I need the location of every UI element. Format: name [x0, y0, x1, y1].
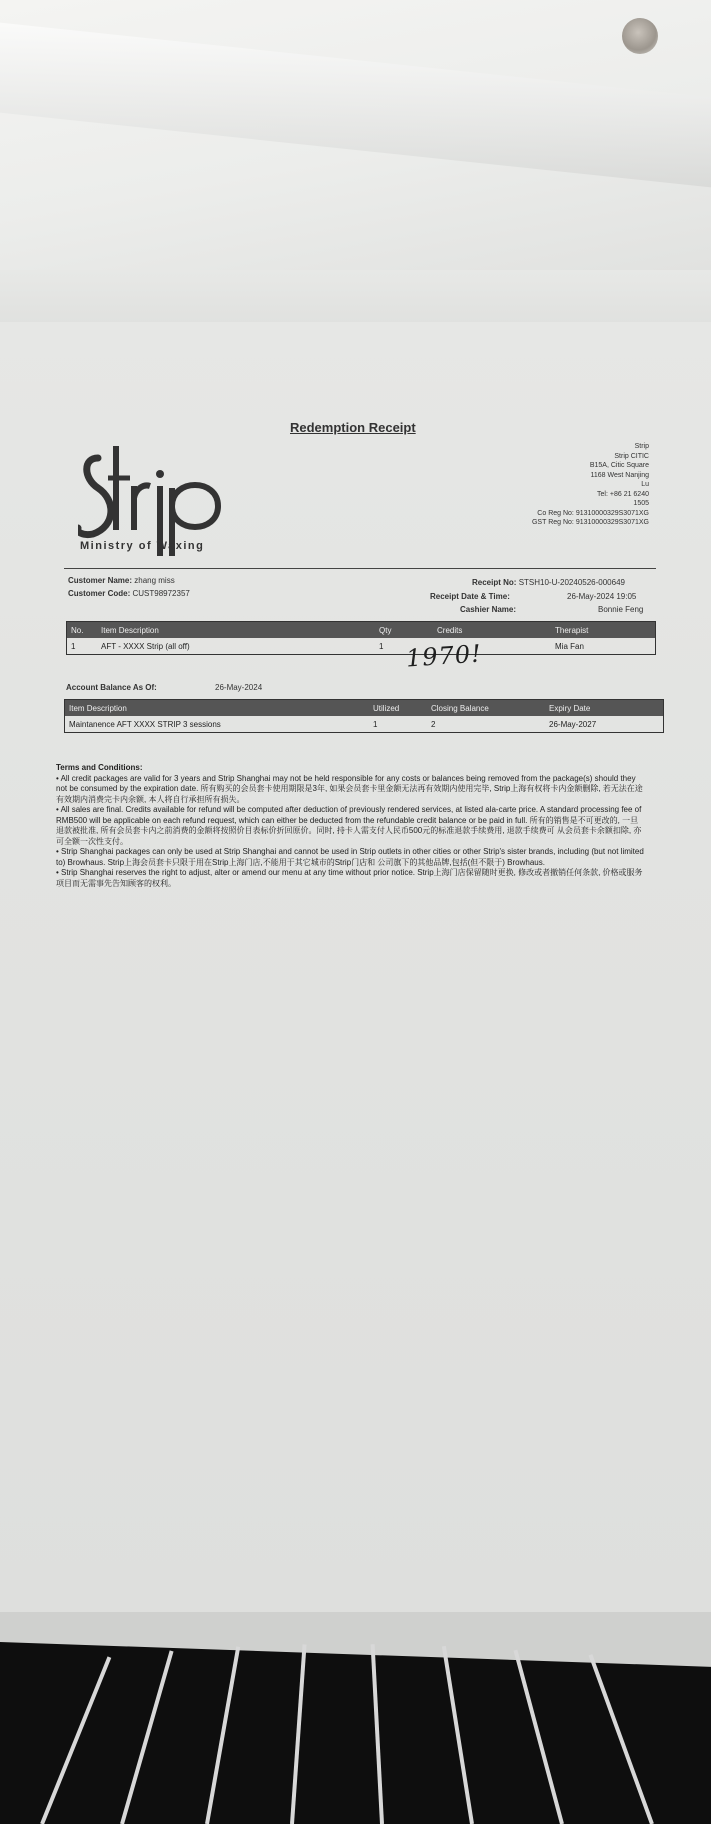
logo-tagline: Ministry of Waxing [80, 540, 205, 552]
stripe [290, 1644, 307, 1824]
receipt-date-row [430, 592, 510, 601]
receipt-no-label: Receipt No: [472, 578, 517, 587]
col-therapist: Therapist [551, 622, 656, 639]
handwritten-note: 1970! [405, 639, 483, 673]
table-row [67, 638, 656, 655]
receipt-no-row [472, 578, 625, 587]
items-table [66, 621, 656, 655]
store-line: Co Reg No: 91310000329S3071XG [537, 509, 649, 517]
balance-description: Maintanence AFT XXXX STRIP 3 sessions [69, 719, 221, 729]
item-description: AFT - XXXX Strip (all off) [101, 641, 190, 651]
terms-item: • Strip Shanghai packages can only be used at Strip Shanghai and cannot be used in Strip outlets in other cities or other Strip's sister brands, including (but not limited to) Browhaus. Strip上海会员套卡只限于用在Strip上海门店,不能用于其它城市的Strip门店和 公司旗下的其他品牌,包括(但不限于) Browhaus. [56, 847, 644, 867]
item-no: 1 [71, 641, 76, 651]
terms-item: • All credit packages are valid for 3 years and Strip Shanghai may not be held responsible for any costs or balances being removed from the package(s) should they not be consumed by the expiration date. 所有购买的会员套卡使用期限是3年, 如果会员套卡里金额无法再有效期内使用完毕, Strip上海有权将卡内金额删除, 若无法在途有效期内消费完卡内余额, 本人将自行承担所有损失。 [56, 773, 643, 804]
terms-item: • Strip Shanghai reserves the right to adjust, alter or amend our menu at any time without prior notice. Strip上海门店保留随时更换, 修改或者撤销任何条款, 价格或服务项目而无需事先告知顾客的权利。 [56, 868, 643, 888]
balance-date: 26-May-2024 [215, 683, 263, 692]
balance-label [66, 683, 157, 692]
customer-code-label: Customer Code: [68, 589, 131, 598]
store-line: 1168 West Nanjing [590, 471, 649, 479]
col-no: No. [67, 622, 98, 639]
col-item-description: Item Description [97, 622, 375, 639]
col-expiry-date: Expiry Date [545, 700, 664, 717]
stripe [120, 1650, 173, 1824]
receipt-date: 26-May-2024 19:05 [567, 592, 637, 601]
terms-item: • All sales are final. Credits available for refund will be computed after deduction of previously rendered services, at listed ala-carte price. A standard processing fee of RMB500 will be applicable on each refund request, which can either be deducted from the refundable credit balance or be paid in full. 所有的销售是不可更改的, 一旦退款被批准, 所有会员套卡内之前消费的金额将按照价目表标价折回原价。同时, 持卡人需支付人民币500元的标准退款手续费用, 退款手续费可 从会员套卡余额扣除, 亦可全额一次性支付。 [56, 805, 642, 846]
stripe [513, 1650, 563, 1824]
col-balance-description: Item Description [65, 700, 370, 717]
customer-name: zhang miss [134, 576, 175, 585]
dark-surface [0, 1612, 711, 1824]
store-line: 1505 [633, 500, 649, 507]
col-closing-balance: Closing Balance [427, 700, 545, 717]
stripe [371, 1644, 384, 1824]
shelf-edge [0, 23, 711, 188]
store-line: Tel: +86 21 6240 [597, 490, 649, 498]
divider [64, 568, 656, 569]
balance-expiry: 26-May-2027 [549, 719, 597, 729]
wall-peg [622, 18, 658, 54]
balance-header-row [65, 700, 664, 717]
cashier-name: Bonnie Feng [598, 605, 644, 614]
col-utilized: Utilized [369, 700, 427, 717]
store-line: Lu [641, 481, 649, 488]
customer-code: CUST98972357 [132, 589, 190, 598]
receipt-title: Redemption Receipt [290, 420, 416, 435]
table-row [65, 716, 664, 733]
col-credits: Credits [433, 622, 551, 639]
receipt-no: STSH10-U-20240526-000649 [518, 578, 625, 587]
store-line: Strip [634, 443, 649, 450]
items-header-row [67, 622, 656, 639]
col-qty: Qty [375, 622, 433, 639]
item-therapist: Mia Fan [555, 641, 584, 651]
stripe [589, 1654, 654, 1824]
cashier-label [460, 605, 516, 614]
store-line: GST Reg No: 91310000329S3071XG [531, 519, 649, 526]
customer-name-label: Customer Name: [68, 576, 133, 585]
store-address [532, 442, 649, 528]
balance-utilized: 1 [373, 719, 378, 729]
stripe [442, 1646, 474, 1824]
store-line: Strip CITIC [614, 452, 649, 460]
item-qty: 1 [379, 641, 384, 651]
background-wall [0, 0, 711, 270]
store-line: B15A, Citic Square [589, 462, 649, 469]
stripe [205, 1646, 240, 1824]
balance-closing: 2 [431, 719, 436, 729]
balance-table [64, 699, 664, 733]
terms-and-conditions [56, 763, 644, 889]
customer-name-row [68, 576, 175, 585]
terms-title: Terms and Conditions: [56, 763, 143, 772]
receipt-date-label: Receipt Date & Time: [430, 592, 510, 601]
stripe [40, 1656, 111, 1824]
customer-code-row [68, 589, 190, 598]
balance-label-text: Account Balance As Of: [66, 683, 157, 692]
cashier-label-text: Cashier Name: [460, 605, 517, 614]
